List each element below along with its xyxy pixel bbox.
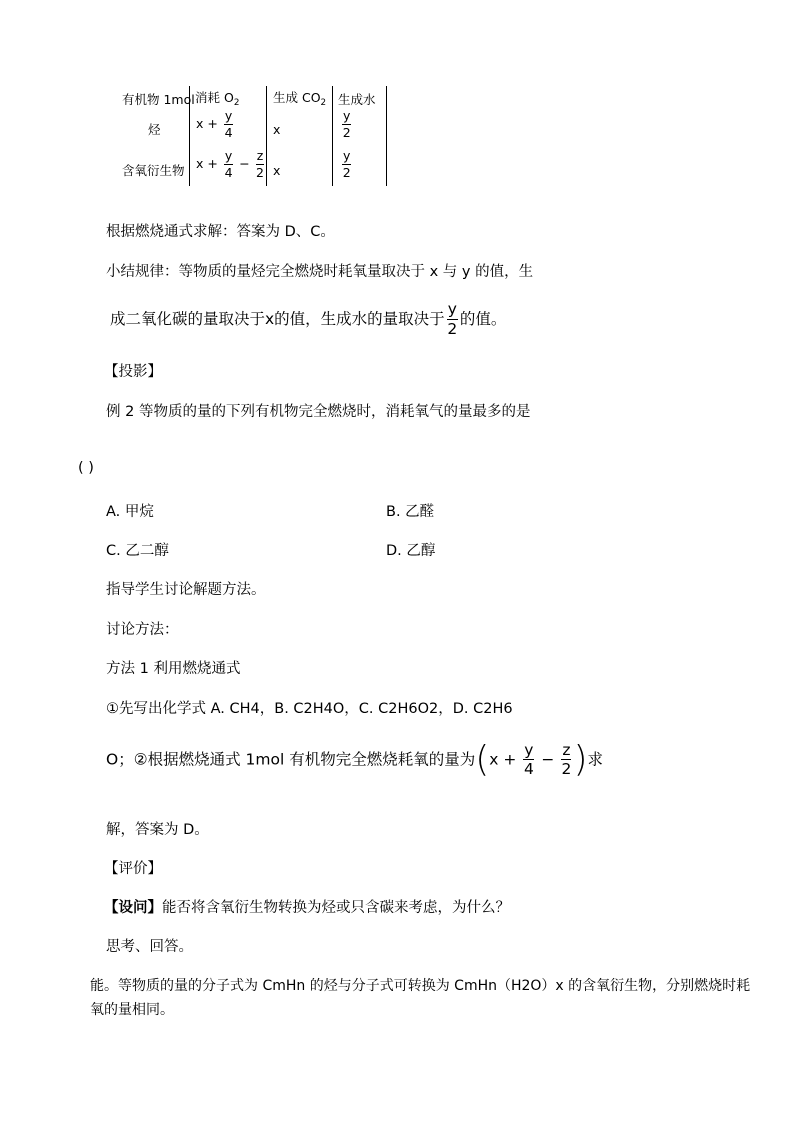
table-row1-oxygen: x + $\frac{y}{4}$ bbox=[196, 108, 233, 140]
guide-text: 指导学生讨论解题方法。 bbox=[106, 582, 266, 598]
think-answer-prompt: 思考、回答。 bbox=[106, 939, 193, 955]
step-2-formula-line: O；②根据燃烧通式 1mol 有机物完全燃烧耗氧的量为(x + $\frac{y}{4}$ − $\frac{z}{2}$ )求 bbox=[106, 739, 604, 780]
option-a: A. 甲烷 bbox=[106, 504, 154, 520]
table-row1-water: $\frac{y}{2}$ bbox=[342, 108, 351, 140]
discussion-heading: 讨论方法： bbox=[106, 622, 179, 638]
table-row2-oxygen: x + $\frac{y}{4}$ − $\frac{z}{2}$ bbox=[196, 148, 264, 180]
table-divider-4 bbox=[386, 86, 387, 186]
heading-evaluation: 【评价】 bbox=[104, 861, 162, 877]
option-c: C. 乙二醇 bbox=[106, 543, 169, 559]
step-1-formulas: ①先写出化学式 A. CH4，B. C2H4O，C. C2H6O2，D. C2H6 bbox=[106, 701, 513, 717]
answer-paragraph-line1: 能。等物质的量的分子式为 CmHn 的烃与分子式可转换为 CmHn（H2O）x 的含氧衍生物，分别燃烧时耗 bbox=[90, 978, 751, 994]
paragraph-summary-line1: 小结规律：等物质的量烃完全燃烧时耗氧量取决于 x 与 y 的值，生 bbox=[106, 264, 534, 280]
table-divider-3 bbox=[332, 86, 333, 186]
table-header-co2: 生成 $CO_2$ bbox=[273, 90, 327, 109]
question-text: 能否将含氧衍生物转换为烃或只含碳来考虑，为什么？ bbox=[162, 900, 510, 916]
example-2-question: 例 2 等物质的量的下列有机物完全燃烧时，消耗氧气的量最多的是 bbox=[106, 404, 531, 420]
table-header-water: 生成水 bbox=[338, 92, 376, 107]
table-header-compound: 有机物 1mol bbox=[122, 92, 195, 107]
paragraph-summary-line2: 成二氧化碳的量取决于x的值，生成水的量取决于 $\frac{y}{2}$ 的值。 bbox=[110, 300, 507, 338]
table-row2-co2: x bbox=[273, 163, 281, 178]
table-row-label-oxygen-derivative: 含氧衍生物 bbox=[122, 163, 185, 178]
option-b: B. 乙醛 bbox=[386, 504, 435, 520]
answer-paragraph-line2: 氧的量相同。 bbox=[90, 1002, 174, 1018]
table-row-label-hydrocarbon: 烃 bbox=[148, 122, 161, 137]
table-row1-co2: x bbox=[273, 122, 281, 137]
question-line bbox=[104, 896, 510, 917]
paragraph-answer: 根据燃烧通式求解：答案为 D、C。 bbox=[106, 224, 335, 240]
question-tag: 【设问】 bbox=[104, 900, 162, 916]
table-row2-water: $\frac{y}{2}$ bbox=[342, 148, 351, 180]
table-header-oxygen: 消耗 $O_2$ bbox=[195, 90, 240, 109]
method-1-heading: 方法 1 利用燃烧通式 bbox=[106, 661, 241, 677]
heading-projection: 【投影】 bbox=[104, 364, 162, 380]
option-d: D. 乙醇 bbox=[386, 543, 436, 559]
answer-blank: ( ) bbox=[78, 460, 94, 476]
step-3-answer: 解，答案为 D。 bbox=[106, 822, 209, 838]
